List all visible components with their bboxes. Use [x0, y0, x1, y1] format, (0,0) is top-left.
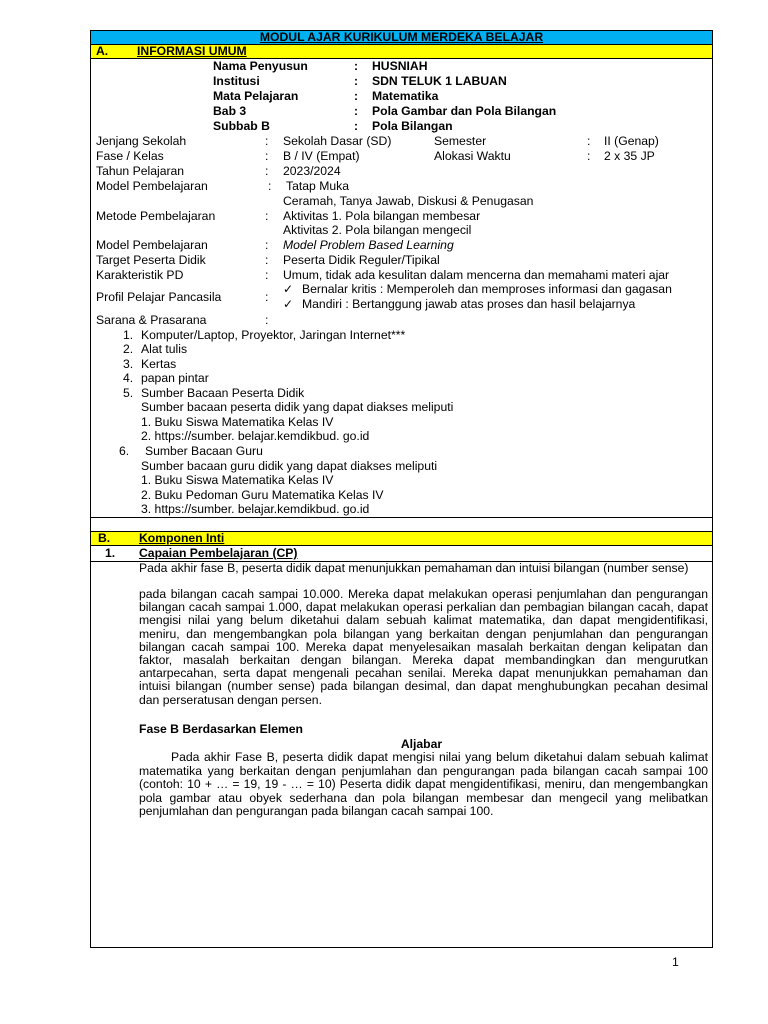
fase-value: B / IV (Empat) [283, 149, 360, 163]
cp-paragraph-2 [139, 588, 708, 707]
colon: : [354, 104, 359, 118]
model-pbl-label: Model Pembelajaran [96, 238, 208, 252]
sumber-guru-line: 3. https://sumber. belajar.kemdikbud. go.id [141, 502, 370, 516]
sumber-guru-line: 2. Buku Pedoman Guru Matematika Kelas IV [141, 488, 384, 502]
section-a-label: INFORMASI UMUM [137, 44, 247, 58]
list-item: Sumber Bacaan Guru [145, 444, 263, 458]
sumber-guru-line: Sumber bacaan guru didik yang dapat diakses meliputi [141, 459, 438, 473]
sumber-pd-line: 1. Buku Siswa Matematika Kelas IV [141, 415, 334, 429]
colon: : [265, 149, 269, 163]
document-title: MODUL AJAR KURIKULUM MERDEKA BELAJAR [259, 30, 544, 44]
target-value: Peserta Didik Reguler/Tipikal [283, 253, 440, 267]
sarana-label: Sarana & Prasarana [96, 313, 207, 327]
list-number: 4. [123, 371, 134, 385]
jenjang-label: Jenjang Sekolah [96, 134, 187, 148]
chapter-label: Bab 3 [213, 104, 247, 118]
page-number: 1 [672, 955, 679, 969]
list-number: 3. [123, 357, 134, 371]
model-value: Tatap Muka [286, 179, 350, 193]
colon: : [265, 209, 269, 223]
divider [90, 517, 713, 518]
institution-label: Institusi [213, 74, 260, 88]
sumber-guru-line: 1. Buku Siswa Matematika Kelas IV [141, 473, 334, 487]
semester-label: Semester [434, 134, 487, 148]
colon: : [265, 164, 269, 178]
karakteristik-value: Umum, tidak ada kesulitan dalam mencerna dan memahami materi ajar [283, 268, 670, 282]
list-item: Komputer/Laptop, Proyektor, Jaringan Internet*** [141, 328, 406, 342]
alokasi-label: Alokasi Waktu [434, 149, 511, 163]
colon: : [265, 268, 269, 282]
institution-value: SDN TELUK 1 LABUAN [372, 74, 507, 88]
jenjang-value: Sekolah Dasar (SD) [283, 134, 392, 148]
list-number: 1. [123, 328, 134, 342]
cp-paragraph-1 [139, 562, 708, 575]
colon: : [265, 313, 269, 327]
colon: : [265, 134, 269, 148]
list-item: Alat tulis [141, 342, 188, 356]
chapter-value: Pola Gambar dan Pola Bilangan [372, 104, 557, 118]
fase-b-heading: Fase B Berdasarkan Elemen [139, 722, 303, 736]
subchapter-value: Pola Bilangan [372, 119, 453, 133]
colon: : [587, 134, 591, 148]
model-label: Model Pembelajaran [96, 179, 208, 193]
colon: : [265, 253, 269, 267]
karakteristik-label: Karakteristik PD [96, 268, 184, 282]
author-label: Nama Penyusun [213, 59, 308, 73]
list-item: papan pintar [141, 371, 209, 385]
cp-number: 1. [105, 546, 116, 560]
author-value: HUSNIAH [372, 59, 428, 73]
list-number: 5. [123, 386, 134, 400]
colon: : [354, 59, 359, 73]
tahun-value: 2023/2024 [283, 164, 341, 178]
alokasi-value: 2 x 35 JP [604, 149, 655, 163]
checkmark-icon: ✓ [283, 282, 294, 296]
aljabar-heading: Aljabar [400, 737, 443, 751]
metode-label: Metode Pembelajaran [96, 209, 216, 223]
list-item: Sumber Bacaan Peserta Didik [141, 386, 305, 400]
metode-value-1: Ceramah, Tanya Jawab, Diskusi & Penugasan [283, 194, 534, 208]
metode-value-3: Aktivitas 2. Pola bilangan mengecil [283, 223, 472, 237]
colon: : [354, 119, 359, 133]
model-pbl-value: Model Problem Based Learning [283, 238, 454, 252]
target-label: Target Peserta Didik [96, 253, 206, 267]
section-b-label: Komponen Inti [139, 531, 225, 545]
profil-label: Profil Pelajar Pancasila [96, 290, 222, 304]
profil-item-2: Mandiri : Bertanggung jawab atas proses dan hasil belajarnya [302, 297, 636, 311]
profil-item-1: Bernalar kritis : Memperoleh dan memproses informasi dan gagasan [302, 282, 672, 296]
section-b-letter: B. [98, 531, 111, 545]
list-number: 2. [123, 342, 134, 356]
colon: : [265, 290, 269, 304]
cp-label: Capaian Pembelajaran (CP) [139, 546, 298, 560]
section-a-letter: A. [96, 44, 109, 58]
sumber-pd-line: 2. https://sumber. belajar.kemdikbud. go.id [141, 429, 370, 443]
colon: : [354, 89, 359, 103]
colon: : [587, 149, 591, 163]
subject-label: Mata Pelajaran [213, 89, 299, 103]
subchapter-label: Subbab B [213, 119, 270, 133]
checkmark-icon: ✓ [283, 297, 294, 311]
fase-label: Fase / Kelas [96, 149, 164, 163]
semester-value: II (Genap) [604, 134, 659, 148]
sumber-pd-line: Sumber bacaan peserta didik yang dapat diakses meliputi [141, 400, 454, 414]
subject-value: Matematika [372, 89, 439, 103]
cp-text-2: pada bilangan cacah sampai 10.000. Mereka dapat melakukan operasi penjumlahan dan pengurangan bilangan cacah sampai 1.000, dapat melakukan operasi perkalian dan pembagian bilangan cacah, dapat mengisi nilai yang belum diketahui dalam sebuah kalimat matematika, dan dapat mengidentifikasi, meniru, dan mengembangkan pola bilangan yang berkaitan dengan penjumlahan dan pengurangan bilangan cacah sampai 100. Mereka dapat menyelesaikan masalah berkaitan dengan kelipatan dan faktor, masalah berkaitan dengan bilangan. Mereka dapat membandingkan dan mengurutkan antarpecahan, serta dapat mengenali pecahan senilai. Mereka dapat menunjukkan pemahaman dan intuisi bilangan (number sense) pada bilangan desimal, dan dapat menghubungkan pecahan desimal dan perseratusan dengan persen. [139, 587, 708, 707]
colon: : [268, 179, 272, 193]
list-item: Kertas [141, 357, 177, 371]
colon: : [354, 74, 359, 88]
list-number: 6. [119, 444, 130, 458]
metode-value-2: Aktivitas 1. Pola bilangan membesar [283, 209, 481, 223]
aljabar-paragraph: Pada akhir Fase B, peserta didik dapat mengisi nilai yang belum diketahui dalam sebuah kalimat matematika yang berkaitan dengan penjumlahan dan pengurangan pada bilangan cacah sampai 100 (contoh: 10 + … = 19, 19 - … = 10) Peserta didik dapat mengidentifikasi, meniru, dan mengembangkan pola gambar atau obyek sederhana dan pola bilangan membesar dan mengecil yang melibatkan penjumlahan dan pengurangan pada bilangan cacah sampai 100. [139, 750, 708, 819]
cp-text-1: Pada akhir fase B, peserta didik dapat menunjukkan pemahaman dan intuisi bilangan (number sense) [139, 561, 689, 575]
colon: : [265, 238, 269, 252]
tahun-label: Tahun Pelajaran [96, 164, 185, 178]
